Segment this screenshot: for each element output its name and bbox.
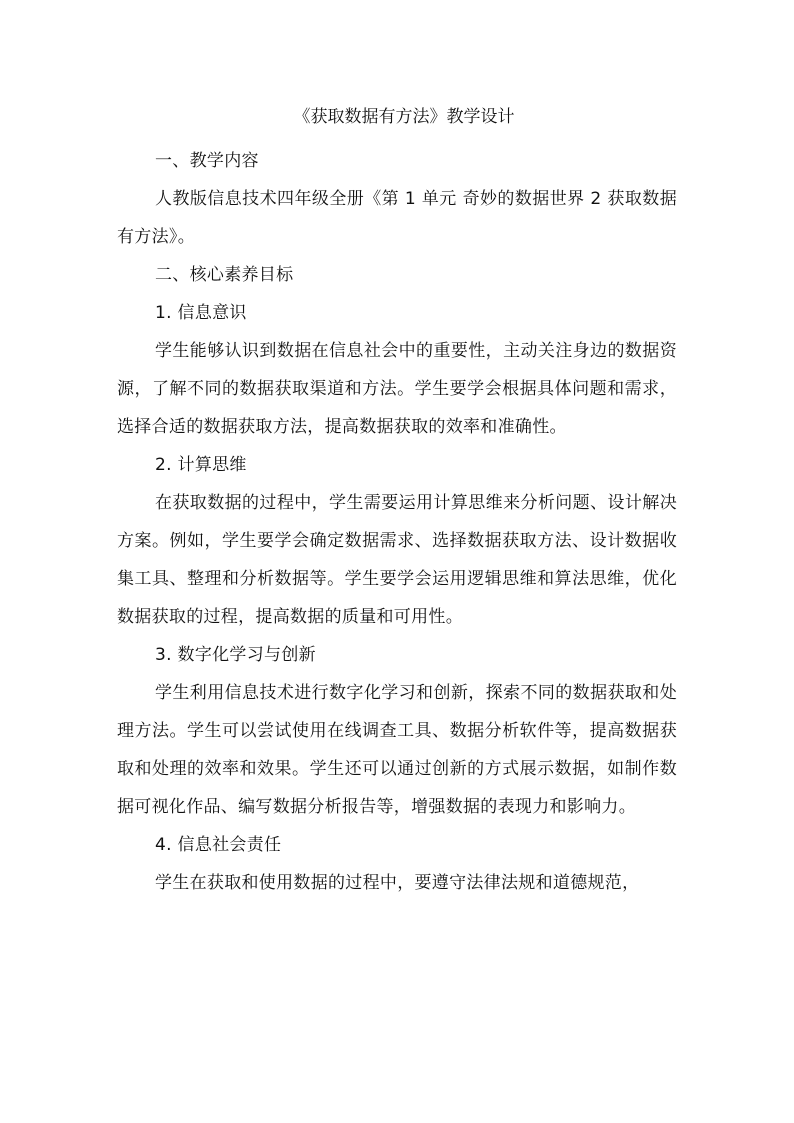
- document-page: [117, 100, 677, 902]
- paragraph-computational-thinking: 在获取数据的过程中，学生需要运用计算思维来分析问题、设计解决方案。例如，学生要学会确定数据需求、选择数据获取方法、设计数据收集工具、整理和分析数据等。学生要学会运用逻辑思维和算法思维，优化数据获取的过程，提高数据的质量和可用性。: [117, 493, 677, 627]
- paragraph-social-responsibility: 学生在获取和使用数据的过程中，要遵守法律法规和道德规范，: [155, 873, 640, 893]
- section-heading-teaching-content: 一、教学内容: [155, 151, 259, 171]
- subheading-digital-learning: 3. 数字化学习与创新: [155, 645, 316, 665]
- subheading-social-responsibility: 4. 信息社会责任: [155, 835, 282, 855]
- paragraph-information-awareness: 学生能够认识到数据在信息社会中的重要性，主动关注身边的数据资源，了解不同的数据获取渠道和方法。学生要学会根据具体问题和需求，选择合适的数据获取方法，提高数据获取的效率和准确性。: [117, 341, 677, 437]
- subheading-computational-thinking: 2. 计算思维: [155, 455, 247, 475]
- subheading-information-awareness: 1. 信息意识: [155, 303, 247, 323]
- section-heading-core-literacy: 二、核心素养目标: [155, 265, 294, 285]
- paragraph-digital-learning: 学生利用信息技术进行数字化学习和创新，探索不同的数据获取和处理方法。学生可以尝试使用在线调查工具、数据分析软件等，提高数据获取和处理的效率和效果。学生还可以通过创新的方式展示数据，如制作数据可视化作品、编写数据分析报告等，增强数据的表现力和影响力。: [117, 683, 677, 817]
- document-title: 《获取数据有方法》教学设计: [293, 107, 515, 127]
- paragraph-teaching-content: 人教版信息技术四年级全册《第 1 单元 奇妙的数据世界 2 获取数据有方法》。: [117, 189, 677, 247]
